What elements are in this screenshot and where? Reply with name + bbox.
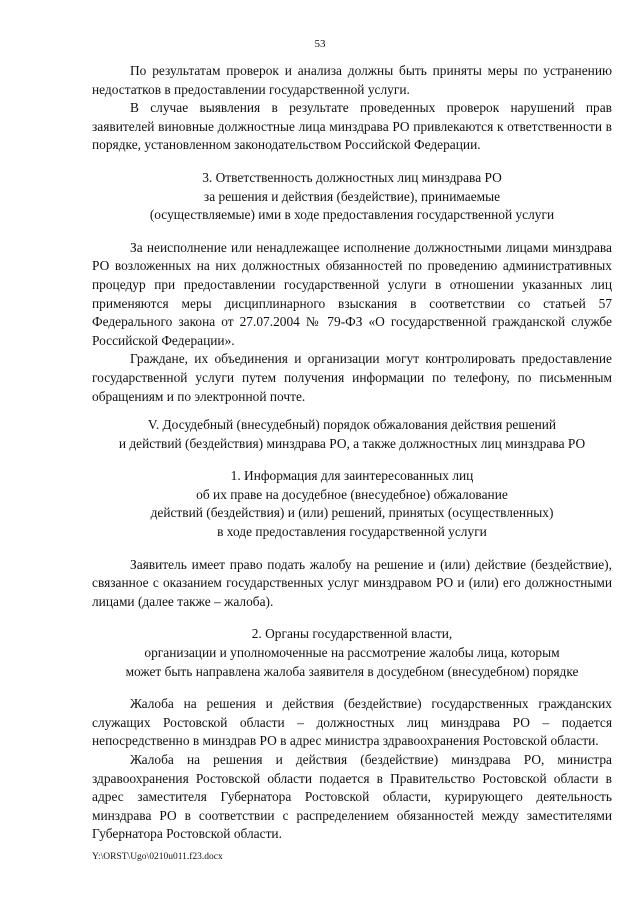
paragraph: В случае выявления в результате проведенных проверок нарушений прав заявителей виновные должностные лица минздрава РО привлекаются к ответственности в порядке, установленном законодательством Российской Федерации. [92,100,612,153]
section-heading-line: 3. Ответственность должностных лиц минздрава РО [202,169,502,185]
chapter-heading-line: V. Досудебный (внесудебный) порядок обжалования действия решений [147,417,557,433]
paragraph: Граждане, их объединения и организации могут контролировать предоставление государственной услуги путем получения информации по телефону, по письменным обращениям и по электронной почте. [92,351,612,404]
paragraph: За неисполнение или ненадлежащее исполнение должностными лицами минздрава РО возложенных на них должностных обязанностей по проведению административных процедур при предоставлении государственной услуги в отношении указанных лиц применяются меры дисциплинарного взыскания в соответствии со статьей 57 Федерального закона от 27.07.2004 № 79-ФЗ «О государственной гражданской службе Российской Федерации». [92,239,612,348]
section-heading-line: в ходе предоставления государственной услуги [217,524,487,540]
section-heading-line: может быть направлена жалоба заявителя в досудебном (внесудебном) порядке [125,663,579,679]
section-heading-line: об их праве на досудебное (внесудебное) обжалование [196,486,508,502]
section-heading-line: 2. Органы государственной власти, [251,626,453,642]
paragraph: Жалоба на решения и действия (бездействие) государственных гражданских служащих Ростовской области – должностных лиц минздрава РО – подается непосредственно в минздрав РО в адрес министра здравоохранения Ростовской области. [92,696,612,749]
paragraph: Заявитель имеет право подать жалобу на решение и (или) действие (бездействие), связанное с оказанием государственных услуг минздравом РО и (или) его должностными лицами (далее также – жалоба). [92,556,612,609]
section-heading-line: 1. Информация для заинтересованных лиц [230,468,474,484]
document-body [92,62,612,844]
file-path-footer: Y:\ORST\Ugo\0210u011.f23.docx [92,852,223,862]
paragraph: Жалоба на решения и действия (бездействие) минздрава РО, министра здравоохранения Ростовской области подается в Правительство Ростовской области в адрес заместителя Губернатора Ростовской области, курирующего деятельность минздрава РО в соответствии с распределением обязанностей между заместителями Губернатора Ростовской области. [92,752,612,842]
paragraph: По результатам проверок и анализа должны быть приняты меры по устранению недостатков в предоставлении государственной услуги. [92,63,612,97]
page-number: 53 [314,38,326,50]
section-heading-line: организации и уполномоченные на рассмотрение жалобы лица, которым [144,645,560,661]
section-heading-line: действий (бездействия) и (или) решений, принятых (осуществленных) [150,505,554,521]
section-heading-line: за решения и действия (бездействие), принимаемые [203,188,501,204]
section-heading-line: (осуществляемые) ими в ходе предоставления государственной услуги [149,207,555,223]
chapter-heading-line: и действий (бездействия) минздрава РО, а также должностных лиц минздрава РО [118,435,586,451]
